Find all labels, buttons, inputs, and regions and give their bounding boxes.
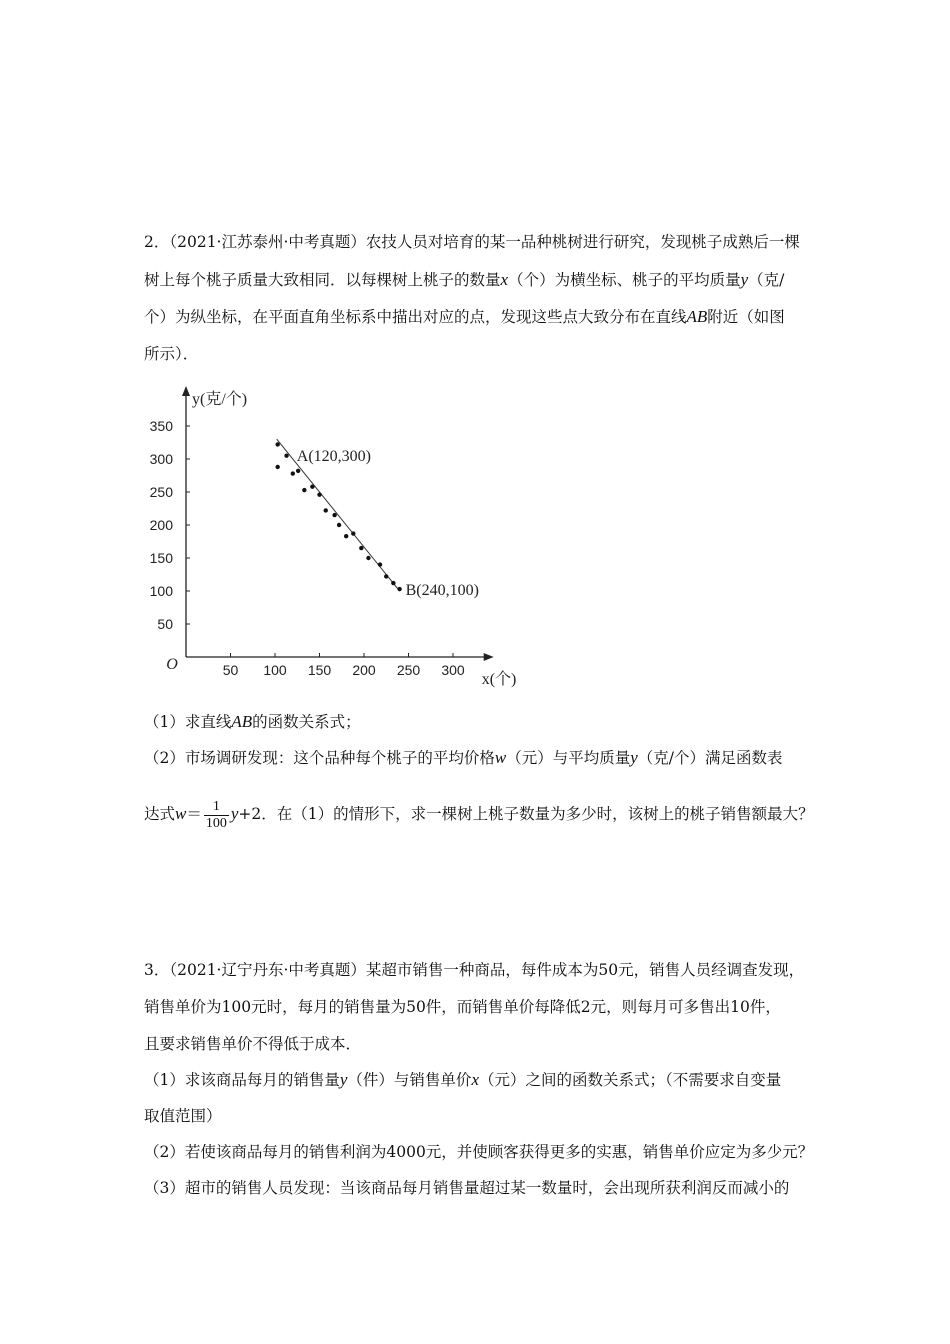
problem3-q1 (144, 1070, 781, 1090)
x-tick-label: 150 (307, 662, 332, 678)
y-tick-label: 250 (149, 484, 173, 500)
data-point (332, 513, 336, 517)
data-point (310, 485, 314, 489)
point-b-label: B(240,100) (405, 582, 479, 599)
problem3-text: 销售单价为100元时，每月的销售量为50件，而销售单价每降低2元，则每月可多售出10件， (144, 998, 781, 1016)
problem3-q2 (144, 1142, 813, 1162)
var-y: y (230, 804, 239, 823)
question-text: （3）超市的销售人员发现：当该商品每月销售量超过某一数量时，会出现所获利润反而减小的 (144, 1179, 790, 1197)
x-axis-label: x(个) (481, 671, 517, 688)
var-y: y (740, 270, 749, 289)
data-point (275, 465, 279, 469)
question-text: +2．在（1）的情形下，求一棵树上桃子数量为多少时，该树上的桃子销售额最大？ (238, 805, 814, 823)
fraction-denominator: 100 (205, 815, 227, 831)
data-point (284, 454, 288, 458)
x-axis-arrow (484, 653, 494, 661)
data-point (366, 556, 370, 560)
x-tick-label: 200 (352, 662, 376, 678)
question-text: （元）之间的函数关系式；（不需要求自变量 (478, 1071, 782, 1089)
problem2-text: 附近（如图 (707, 308, 785, 326)
var-w: w (494, 748, 507, 767)
problem2-line3 (144, 307, 785, 327)
problem2-text: （克/ (748, 271, 785, 289)
problem2-text: 个）为纵坐标，在平面直角坐标系中描出对应的点，发现这些点大致分布在直线 (144, 308, 687, 326)
equals-sign: ＝ (186, 805, 202, 823)
data-point (397, 587, 401, 591)
x-tick-label: 300 (441, 662, 465, 678)
question-text: （2）若使该商品每月的销售利润为4000元，并使顾客获得更多的实惠，销售单价应定为多少元？ (144, 1143, 814, 1161)
question-text: （1）求直线 (144, 713, 232, 731)
y-tick-label: 100 (149, 583, 173, 599)
problem2-line1 (144, 232, 800, 252)
data-point (291, 471, 295, 475)
x-tick-label: 50 (222, 662, 239, 678)
problem2-q1 (144, 712, 361, 732)
y-tick-label: 200 (149, 517, 173, 533)
question-text: 取值范围） (144, 1107, 222, 1125)
question-text: 的函数关系式； (252, 713, 361, 731)
data-point (324, 508, 328, 512)
point-a-label: A(120,300) (296, 448, 372, 465)
var-x: x (500, 270, 509, 289)
problem2-q2 (144, 748, 783, 768)
problem2-text: 树上每个桃子质量大致相同．以每棵树上桃子的数量 (144, 271, 501, 289)
var-w: w (175, 804, 187, 823)
var-x: x (471, 1070, 479, 1089)
data-point (317, 492, 321, 496)
data-point (296, 469, 300, 473)
var-y: y (630, 748, 638, 767)
y-tick-label: 350 (149, 418, 173, 434)
fraction-numerator: 1 (212, 798, 220, 814)
problem3-text: 3．（2021·辽宁丹东·中考真题）某超市销售一种商品，每件成本为50元，销售人员经调查发现， (144, 961, 805, 979)
question-text: 达式 (144, 805, 176, 823)
data-point (359, 546, 363, 550)
problem2-line2 (144, 270, 784, 290)
problem3-q1-cont (144, 1106, 222, 1126)
origin-label: O (166, 656, 178, 673)
x-tick-label: 250 (396, 662, 421, 678)
problem3-line3 (144, 1034, 361, 1054)
question-text: （元）与平均质量 (506, 749, 631, 767)
data-point (302, 488, 306, 492)
y-tick-label: 50 (157, 616, 173, 632)
data-point (344, 534, 348, 538)
y-tick-label: 300 (149, 451, 173, 467)
problem3-line1 (144, 960, 804, 980)
var-ab: AB (231, 712, 253, 731)
question-text: （2）市场调研发现：这个品种每个桃子的平均价格 (144, 749, 495, 767)
y-axis-arrow (182, 386, 190, 396)
question-text: （克/个）满足函数表 (637, 749, 783, 767)
problem3-text: 且要求销售单价不得低于成本． (144, 1035, 362, 1053)
scatter-chart (140, 380, 530, 690)
data-point (378, 562, 382, 566)
problem3-line2 (144, 997, 781, 1017)
var-ab: AB (686, 307, 708, 326)
var-y: y (339, 1070, 348, 1089)
y-tick-label: 150 (149, 550, 173, 566)
problem2-text: （个）为横坐标、桃子的平均质量 (508, 271, 741, 289)
y-axis-label: y(克/个) (192, 391, 248, 408)
fraction (204, 799, 229, 832)
data-point (351, 531, 355, 535)
data-point (337, 523, 341, 527)
question-text: （件）与销售单价 (347, 1071, 472, 1089)
x-tick-label: 100 (263, 662, 287, 678)
problem2-text: 2．（2021·江苏泰州·中考真题）农技人员对培育的某一品种桃树进行研究，发现桃子成熟后一棵 (144, 233, 800, 251)
problem3-q3 (144, 1178, 789, 1198)
data-point (275, 442, 279, 446)
data-point (391, 581, 395, 585)
question-text: （1）求该商品每月的销售量 (144, 1071, 340, 1089)
problem2-text: 所示）． (144, 345, 199, 363)
problem2-line4 (144, 344, 198, 364)
problem2-q2-formula (144, 796, 814, 832)
data-point (384, 574, 388, 578)
